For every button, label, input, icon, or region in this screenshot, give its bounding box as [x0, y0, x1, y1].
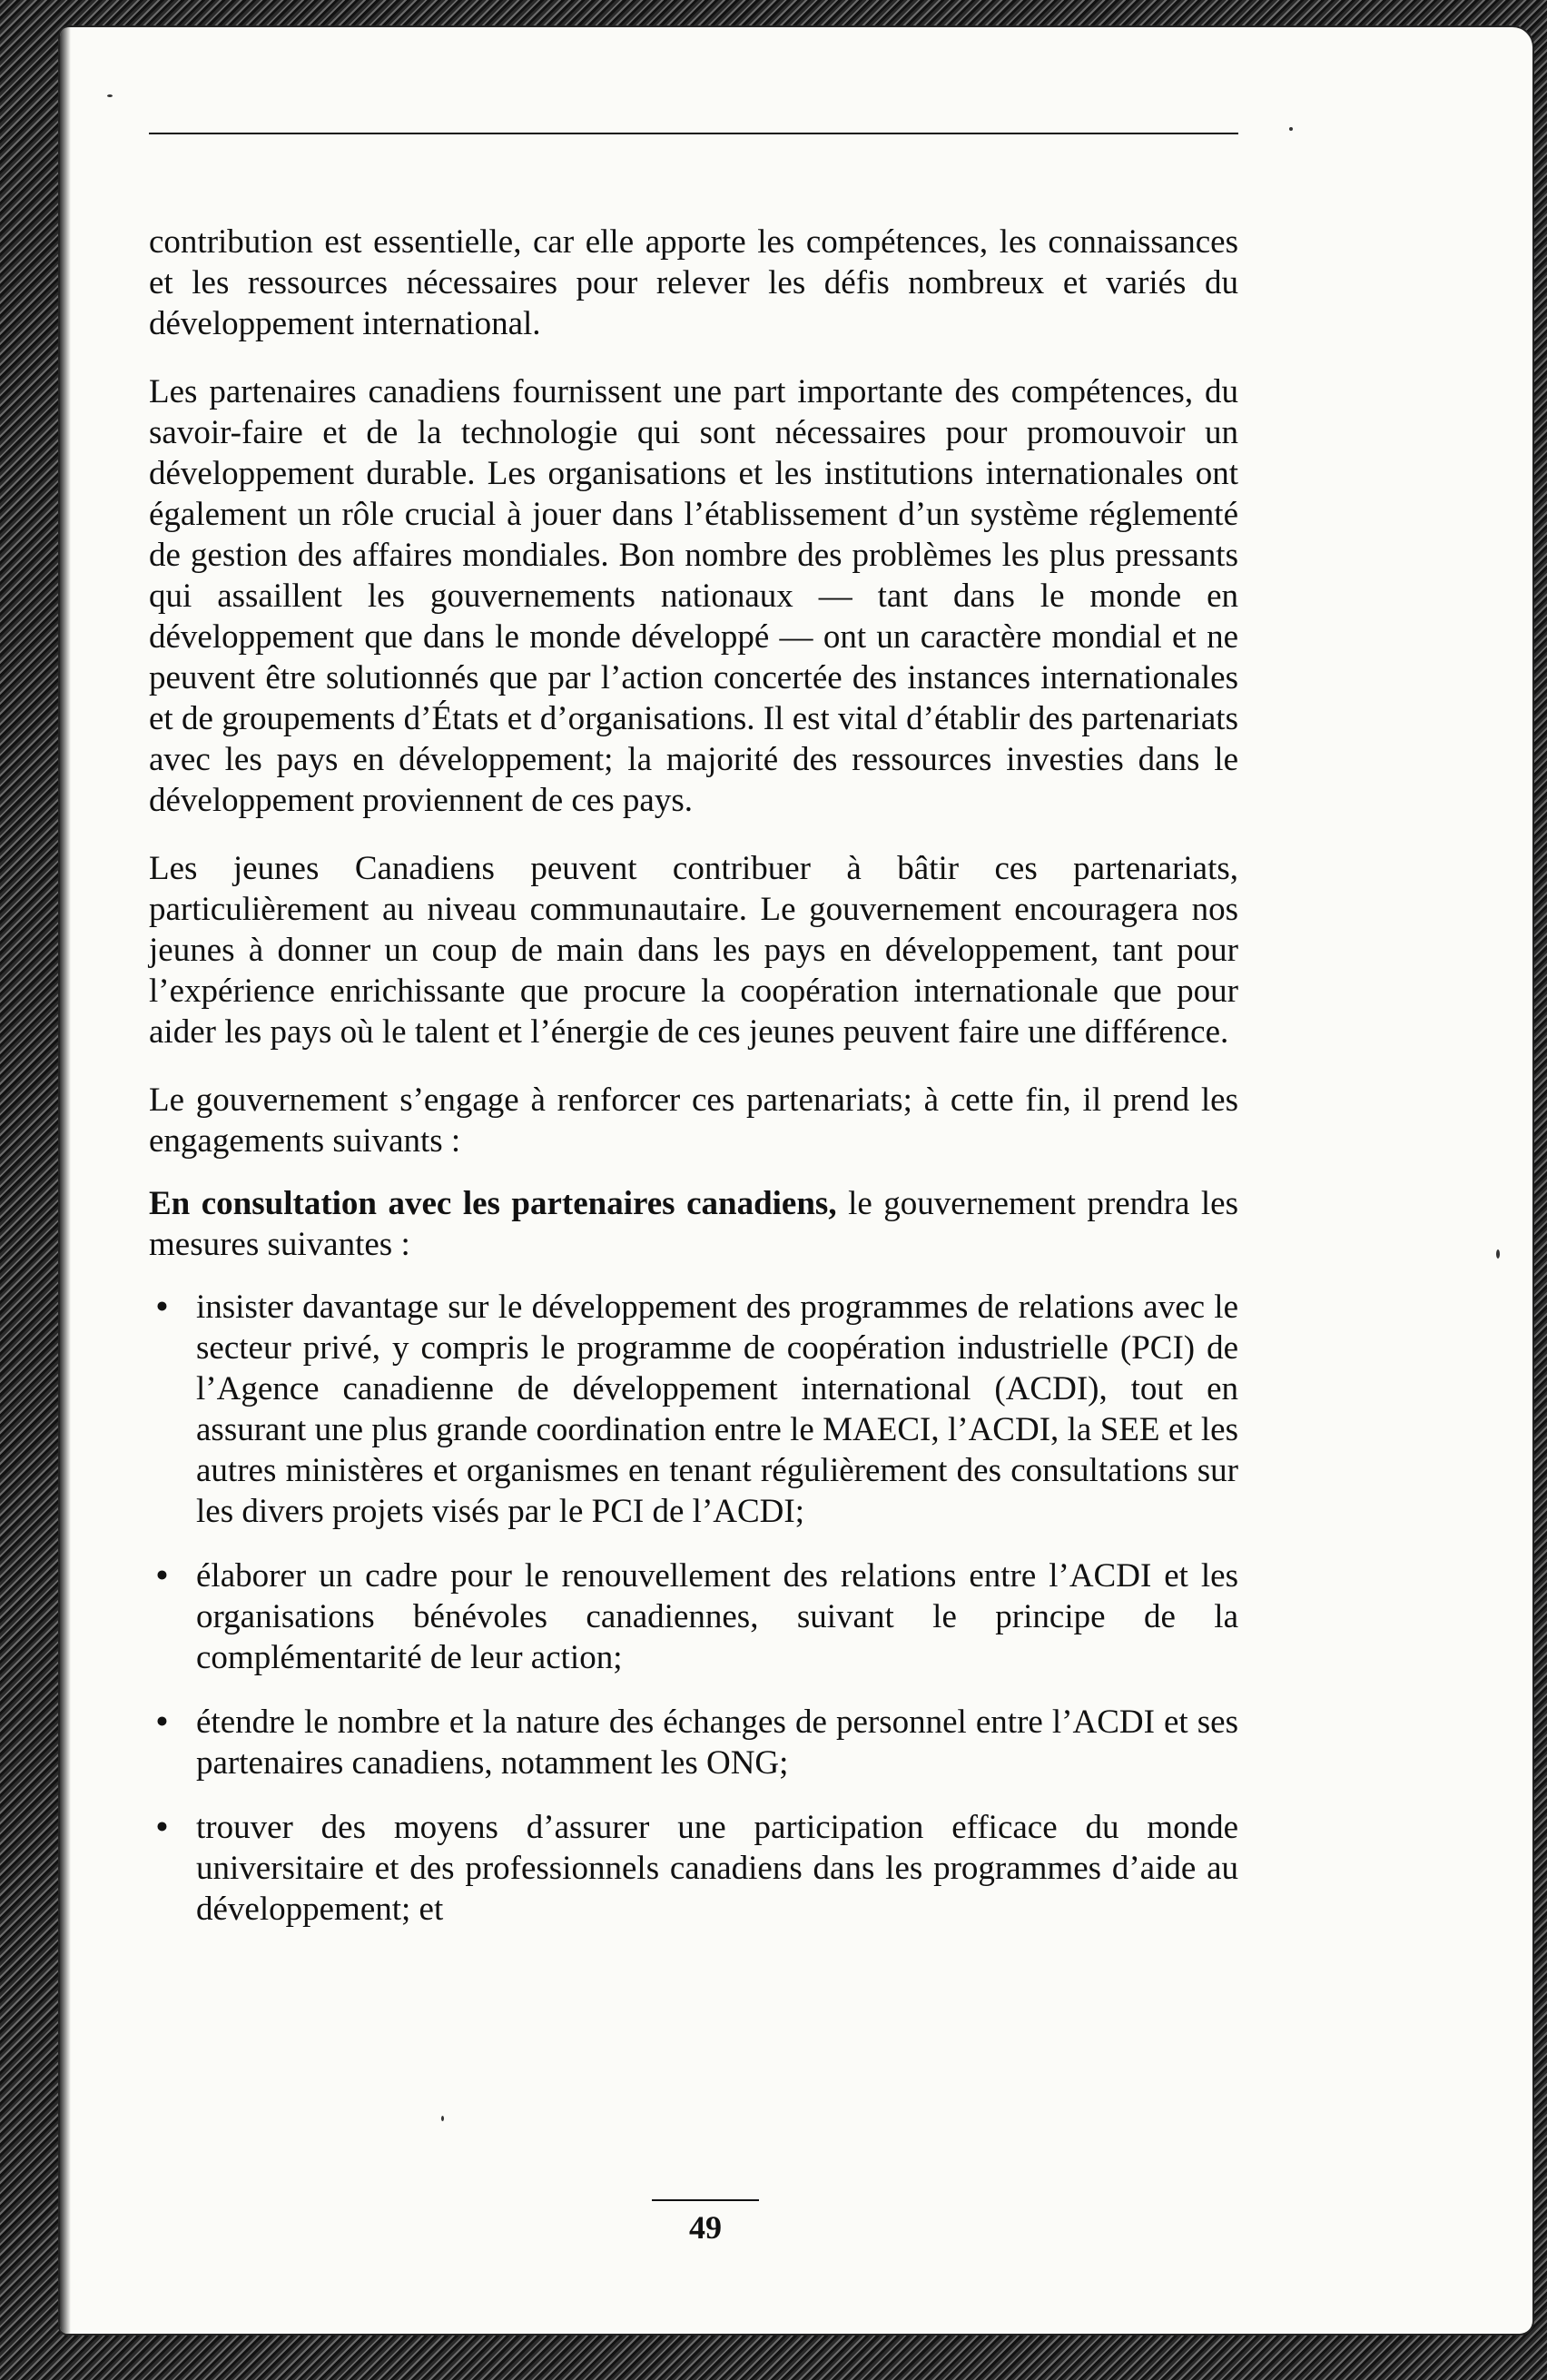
paragraph-commitments: Le gouvernement s’engage à renforcer ces partenariats; à cette fin, il prend les engagements suivants : [149, 1081, 1238, 1160]
footer-rule [652, 2199, 759, 2201]
scan-speck [1496, 1249, 1500, 1259]
list-item [149, 1807, 1238, 1930]
bullet-icon: • [156, 1809, 168, 1846]
list-item-text: insister davantage sur le développement des programmes de relations avec le secteur privé, y compris le programme de coopération industrielle (PCI) de l’Agence canadienne de développement international (ACDI), tout en assurant une plus grande coordination entre le MAECI, l’ACDI, la SEE et les autres ministères et organismes en tenant régulièrement des consultations sur les divers projets visés par le PCI de l’ACDI; [196, 1289, 1238, 1530]
list-item-text: étendre le nombre et la nature des échanges de personnel entre l’ACDI et ses partenaires canadiens, notamment les ONG; [196, 1704, 1238, 1782]
header-rule [149, 133, 1238, 134]
lead-in-rest: le gouvernement prendra les mesures suivantes : [149, 1185, 1238, 1263]
page-number: 49 [689, 2209, 722, 2246]
list-item [149, 1555, 1238, 1678]
list-item [149, 1287, 1238, 1532]
list-item-text: élaborer un cadre pour le renouvellement des relations entre l’ACDI et les organisations bénévoles canadiennes, suivant le principe de la complémentarité de leur action; [196, 1557, 1238, 1676]
scan-speck [107, 94, 113, 97]
paragraph-continuation: contribution est essentielle, car elle apporte les compétences, les connaissances et les ressources nécessaires pour relever les défis nombreux et variés du développement international. [149, 223, 1238, 342]
bullet-icon: • [156, 1557, 168, 1595]
binding-shadow [60, 27, 71, 2334]
paragraph-partners: Les partenaires canadiens fournissent une part importante des compétences, du savoir-faire et de la technologie qui sont nécessaires pour promouvoir un développement durable. Les organisations et les institutions internationales ont également un rôle crucial à jouer dans l’établissement d’un système réglementé de gestion des affaires mondiales. Bon nombre des problèmes les plus pressants qui assaillent les gouvernements nationaux — tant dans le monde en développement que dans le monde développé — ont un caractère mondial et ne peuvent être solutionnés que par l’action concertée des instances internationales et de groupements d’États et d’organisations. Il est vital d’établir des partenariats avec les pays en développement; la majorité des ressources investies dans le développement proviennent de ces pays. [149, 373, 1238, 819]
body-text [149, 222, 1238, 1953]
list-item-text: trouver des moyens d’assurer une participation efficace du monde universitaire et des professionnels canadiens dans les programmes d’aide au développement; et [196, 1809, 1238, 1928]
scan-speck [1289, 127, 1293, 131]
paragraph-lead-in [149, 1183, 1238, 1265]
list-item [149, 1702, 1238, 1783]
measures-list [149, 1287, 1238, 1930]
bullet-icon: • [156, 1289, 168, 1326]
paragraph-youth: Les jeunes Canadiens peuvent contribuer à bâtir ces partenariats, particulièrement au niveau communautaire. Le gouvernement encouragera nos jeunes à donner un coup de main dans les pays en développement, tant pour l’expérience enrichissante que procure la coopération internationale que pour aider les pays où le talent et l’énergie de ces jeunes peuvent faire une différence. [149, 850, 1238, 1051]
lead-in-bold: En consultation avec les partenaires canadiens, [149, 1185, 837, 1222]
bullet-icon: • [156, 1704, 168, 1741]
scan-speck [441, 2116, 444, 2121]
